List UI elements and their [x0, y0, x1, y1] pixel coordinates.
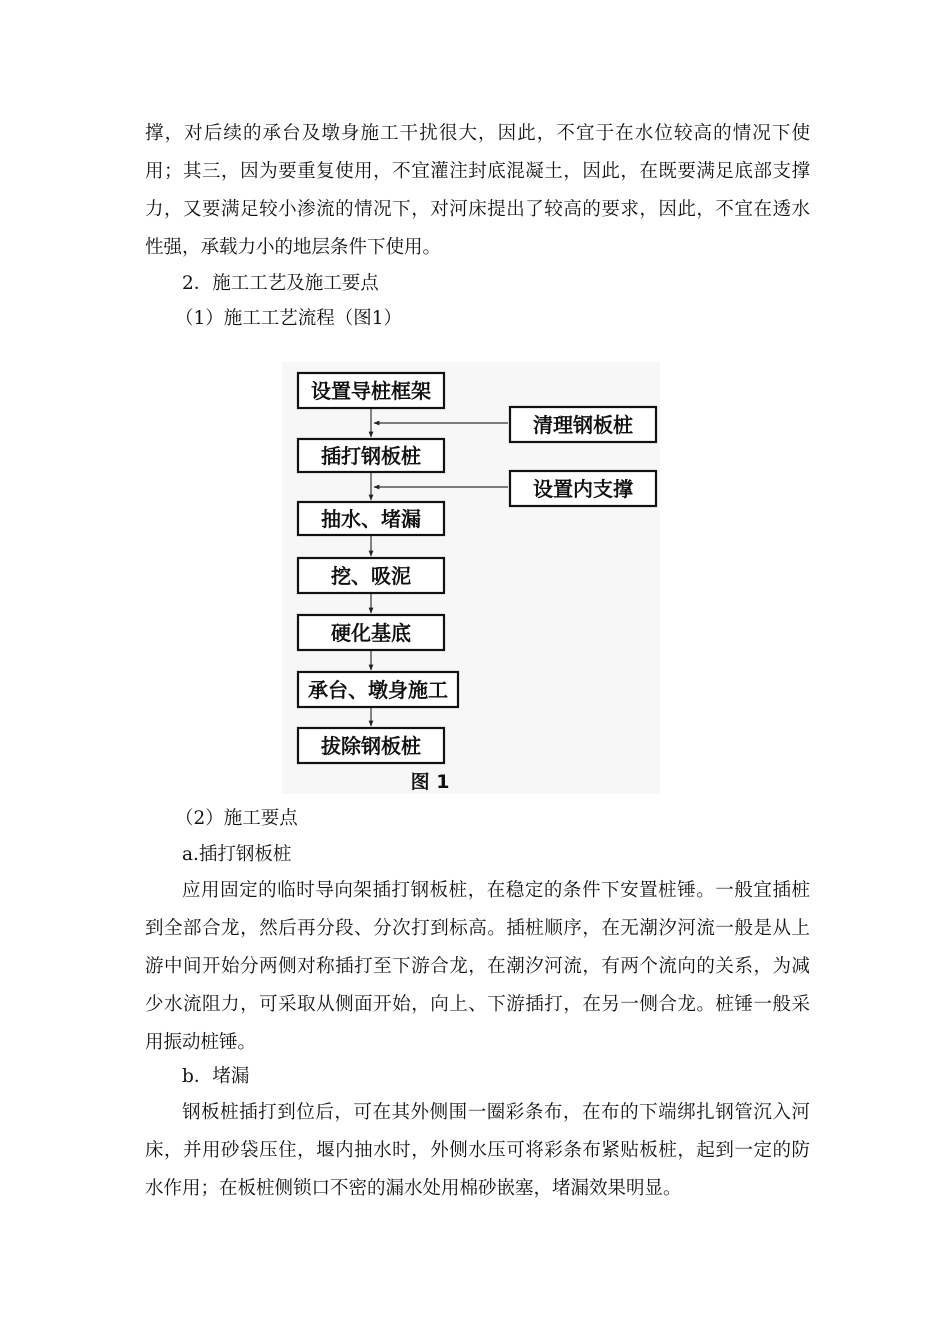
section-heading: 2．施工工艺及施工要点 [182, 273, 379, 294]
flow-step-1: 设置导桩框架 [311, 379, 431, 403]
flow-step-5: 硬化基底 [331, 621, 411, 645]
flow-step-7: 拔除钢板桩 [321, 734, 421, 758]
item-heading-a: a.插打钢板桩 [182, 844, 292, 865]
paragraph-a: 应用固定的临时导向架插打钢板桩，在稳定的条件下安置桩锤。一般宜插桩到全部合龙，然后再分段、分次打到标高。插桩顺序，在无潮汐河流一般是从上游中间开始分两侧对称插打至下游合龙，在潮汐河流，有两个流向的关系，为减少水流阻力，可采取从侧面开始，向上、下游插打，在另一侧合龙。桩锤一般采用振动桩锤。 [145, 880, 810, 1053]
paragraph-b: 钢板桩插打到位后，可在其外侧围一圈彩条布，在布的下端绑扎钢管沉入河床，并用砂袋压住，堰内抽水时，外侧水压可将彩条布紧贴板桩，起到一定的防水作用；在板桩侧锁口不密的漏水处用棉砂嵌塞，堵漏效果明显。 [145, 1102, 810, 1199]
process-flowchart [282, 362, 660, 794]
flow-step-6: 承台、墩身施工 [308, 678, 448, 702]
side-step-2: 设置内支撑 [533, 477, 633, 501]
flow-step-4: 挖、吸泥 [331, 564, 411, 588]
item-heading-b: b．堵漏 [182, 1066, 250, 1087]
side-step-1: 清理钢板桩 [533, 413, 633, 437]
paragraph-continuation: 撑，对后续的承台及墩身施工干扰很大，因此，不宜于在水位较高的情况下使用；其三，因为要重复使用，不宜灌注封底混凝土，因此，在既要满足底部支撑力，又要满足较小渗流的情况下，对河床提出了较高的要求，因此，不宜在透水性强，承载力小的地层条件下使用。 [145, 123, 810, 258]
subsection-heading-keypoints: （2）施工要点 [175, 808, 298, 829]
flow-step-2: 插打钢板桩 [321, 444, 421, 468]
subsection-heading-process: （1）施工工艺流程（图1） [175, 308, 403, 329]
figure-caption: 图 1 [410, 771, 450, 793]
flow-step-3: 抽水、堵漏 [321, 507, 421, 531]
